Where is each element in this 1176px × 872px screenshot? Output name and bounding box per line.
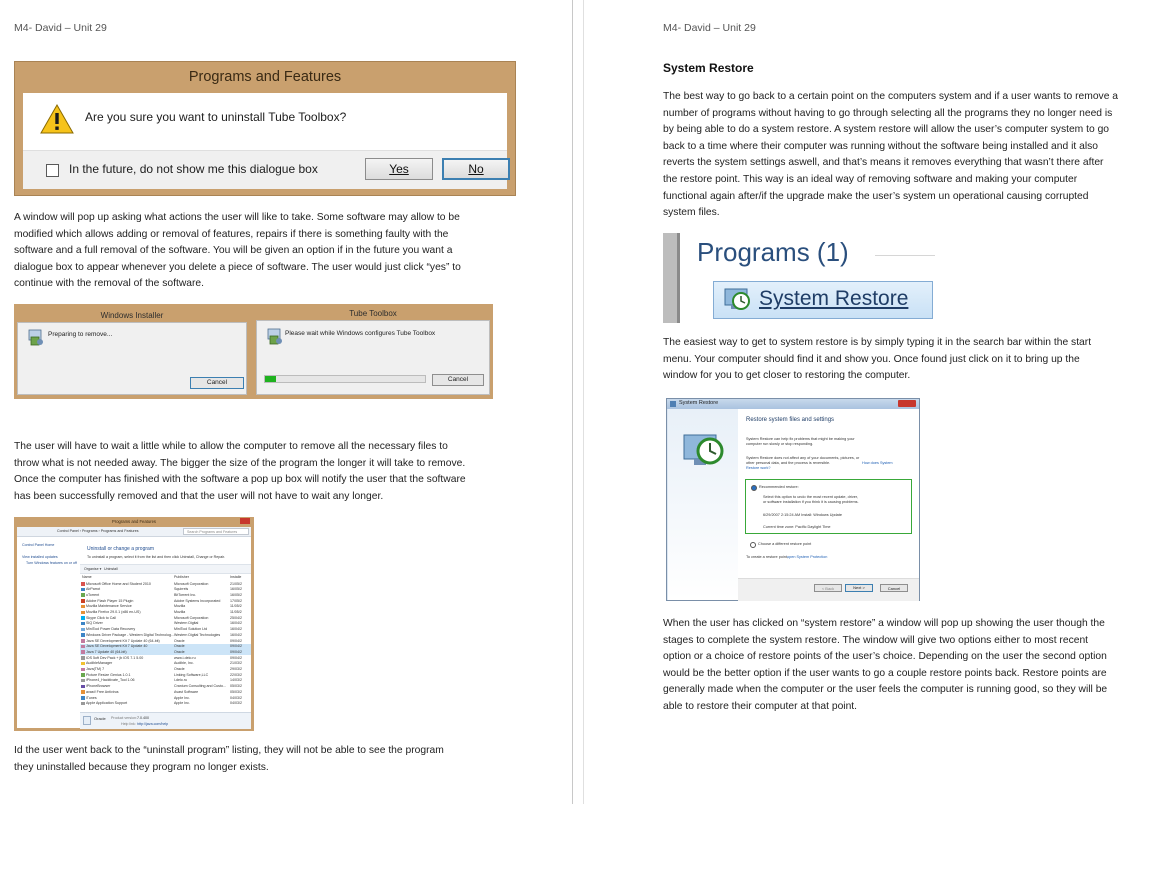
pfs-list [80,574,251,711]
table-cell: Apple Application Support [86,701,128,706]
close-icon[interactable] [898,400,916,407]
table-cell: SIQ Driver [86,621,103,626]
pfs-details-help[interactable]: http://java.com/help [137,722,169,726]
text-line: The easiest way to get to system restore is by simply typing it in the search bar within the start [663,337,1092,348]
table-cell: 21/05/2 [230,581,242,586]
table-cell: Mozilla [174,610,186,615]
left-paragraph-2 [14,439,466,505]
pfs-address-bar [17,527,251,537]
search-group-label: Programs (1) [697,237,849,267]
table-cell: 09/04/2 [230,655,242,660]
program-icon [81,645,85,649]
text-line: The best way to go back to a certain point on the computers system and if a user wants to remove a [663,91,1119,102]
text-line: reverts the system settings aswell, and that’s means it removes everything that wasn’t there after [663,157,1104,169]
table-cell: 04/03/2 [230,695,242,700]
sr-cancel-button[interactable]: Cancel [880,584,908,592]
text-line: The user will have to wait a little while to allow the computer to remove all the necessary files to [14,441,448,452]
yes-button[interactable] [365,158,433,180]
installer-icon [27,329,45,347]
sr-titlebar [667,399,919,409]
sr-title: System Restore [679,400,719,406]
text-line: would be the better option if the user wants to go a couple restore points back. Restore points are [663,667,1107,679]
table-cell: Windows Driver Package - Western Digital Technolog... [86,632,174,637]
sr-help-link[interactable]: How does System [862,461,893,465]
table-row[interactable] [80,701,251,707]
program-icon [81,639,85,643]
table-cell: Oracle [174,667,185,672]
pfs-search-placeholder: Search Programs and Features [187,529,238,534]
program-icon [81,702,85,706]
program-icon [81,616,85,620]
left-paragraph-1 [14,210,461,293]
table-cell: 16/04/2 [230,627,242,632]
text-line: generally made when the computer or the user feels the computer is running good, so they will be [663,684,1108,696]
table-cell: www.i-delo.ru [174,655,196,660]
table-cell: Microsoft Office Home and Student 2010 [86,581,151,586]
table-cell: iPhone4_Hacktivate_Tool 1.06 [86,678,135,683]
table-cell: MiniTool Power Data Recovery [86,627,136,632]
text-line: window for you to get closer to restoring the computer. [663,370,911,382]
pfs-side-item[interactable]: View installed updates [22,555,58,559]
table-cell: Audible, Inc. [174,661,194,666]
installer-status-text: Preparing to remove... [48,331,113,338]
table-cell: Linking Software,LLC [174,672,209,677]
pfs-subheading: To uninstall a program, select it from the list and then click Uninstall, Change or Repair. [87,555,226,559]
sr-timezone: Current time zone: Pacific Daylight Time [763,525,831,529]
table-cell: Apple Inc. [174,695,190,700]
table-cell: 09/04/2 [230,644,242,649]
program-icon [81,668,85,672]
table-cell: 16/04/2 [230,621,242,626]
right-paragraph-3 [663,616,1107,716]
sr-p1-line: System Restore can help fix problems that might be making your [746,437,855,441]
table-cell: Picture Resize Genius 1.0.1 [86,672,131,677]
text-line: functional again after/if the upgrade make the user’s system un operational causing corrupted [663,190,1089,202]
text-line: modified which allows adding or removal of features, repairs if there is something faulty with the [14,228,449,240]
table-cell: MiniTool Solution Ltd [174,627,208,632]
dont-show-label: In the future, do not show me this dialogue box [69,162,318,176]
pfs-address: Control Panel › Programs › Programs and Features [57,529,139,533]
text-line: throw what is not needed away. The bigger the size of the program the longer it will take to remove. [14,457,466,469]
pfs-details-pane [80,712,251,729]
table-cell: 04/03/2 [230,701,242,706]
start-search-result-screenshot [663,233,935,323]
pfs-uninstall-button[interactable]: Uninstall [104,567,118,571]
sr-create-link[interactable]: open System Protection [787,555,828,559]
sr-next-button[interactable]: Next > [845,584,873,592]
program-icon [81,662,85,666]
text-line: menu. Your computer should find it and show you. Once found just click on it to bring up the [663,353,1080,365]
text-line: A window will pop up asking what actions the user will like to take. Some software may allow to be [14,212,460,223]
dont-show-checkbox[interactable] [46,164,59,177]
dialog-title: Programs and Features [188,69,342,85]
left-paragraph-3 [14,743,444,776]
table-cell: 22/03/2 [230,672,242,677]
text-line: they uninstalled because they program no longer exists. [14,761,269,773]
pfs-side-item[interactable]: Control Panel Home [22,543,55,547]
program-icon [81,611,85,615]
program-icon [81,582,85,586]
sr-p2-line: other personal data, and the process is reversible. [746,461,831,465]
table-cell: Skype Click to Call [86,615,116,620]
progress-fill [265,376,276,382]
table-cell: Adobe Systems Incorporated [174,598,221,603]
table-cell: Squirrels [174,587,189,592]
pfs-details-help-label: Help link: [121,722,136,726]
page-divider [572,0,573,804]
sr-recommended-box [745,479,912,534]
table-cell: avast! Free Antivirus [86,689,119,694]
table-cell: 14/03/2 [230,678,242,683]
sr-button-bar [738,578,919,601]
sr-help-link[interactable]: Restore work? [746,466,771,470]
table-cell: Cranium Consulting and Custo... [174,684,226,689]
text-line: the restore point. This way is an ideal way of removing software and making your computer [663,173,1078,185]
table-cell: Oracle [174,644,185,649]
pfs-col-installed[interactable]: Installe [230,575,242,579]
table-cell: Java SE Development Kit 7 Update 40 [86,644,148,649]
table-cell: AudibleManager [86,661,113,666]
java-icon [83,716,91,725]
close-icon [240,518,250,524]
table-cell: AirParrot [86,587,101,592]
table-cell: Mozilla Maintenance Service [86,604,132,609]
pfs-details-name: Oracle [94,716,106,721]
text-line: When the user has clicked on “system restore” a window will pop up showing the user though the [663,618,1105,629]
no-button[interactable] [442,158,510,180]
program-icon [81,622,85,626]
program-icon [81,599,85,603]
pfs-window [17,527,251,728]
program-icon [81,633,85,637]
program-icon [81,628,85,632]
table-cell: Mozilla Firefox 29.0.1 (x86 en-US) [86,610,141,615]
search-left-bar [663,233,680,323]
program-icon [81,656,85,660]
table-cell: Avast Software [174,689,199,694]
progress-bar [264,375,426,383]
programs-and-features-screenshot [14,517,254,731]
table-cell: 17/05/2 [230,598,242,603]
dialog-question: Are you sure you want to uninstall Tube Toolbox? [85,110,347,124]
left-page-header: M4- David – Unit 29 [14,22,107,34]
system-restore-icon [722,286,752,314]
pfs-col-publisher[interactable]: Publisher [174,575,189,579]
system-restore-window [666,398,920,601]
table-cell: 16/05/2 [230,587,242,592]
sr-title-icon [670,401,676,407]
program-icon [81,696,85,700]
table-cell: Adobe Flash Player 15 Plugin [86,598,134,603]
table-cell: BitTorrent Inc. [174,592,197,597]
no-label: No [468,162,484,176]
table-cell: uTorrent [86,592,100,597]
windows-installer-window [14,304,250,399]
sr-recommended-desc: Select this option to undo the most recent update, driver, [763,495,858,499]
sr-p1-line: computer run slowly or stop responding. [746,442,814,446]
program-icon [81,588,85,592]
table-cell: iOS 5oft Dev Pack + jb iOS 7.1 5.00 [86,655,144,660]
sr-create-text: To create a restore point, [746,555,788,559]
sr-restore-point: 6/29/2007 2:15:24 AM Install: Windows Update [763,513,842,517]
tube-toolbox-status-text: Please wait while Windows configures Tube Toolbox [285,330,436,337]
program-icon [81,650,85,654]
sr-choose-label: Choose a different restore point [758,542,812,546]
sr-heading: Restore system files and settings [746,417,835,423]
uninstall-confirm-dialog [14,61,516,196]
table-cell: 16/05/2 [230,592,242,597]
pfs-details-version-label: Product version: [111,716,137,720]
program-icon [81,593,85,597]
text-line: back to a time where their computer was running without the software being installed and it also [663,140,1098,152]
dialog-body [23,93,507,150]
installer-icon [266,328,284,346]
table-cell: i-delo.ru [174,678,187,683]
dialog-footer [23,150,507,189]
pfs-sidebar [17,537,80,728]
text-line: has been successfully removed and that the user will not have to wait any longer. [14,490,384,502]
system-restore-icon [680,429,728,473]
tube-toolbox-body [256,320,490,395]
pfs-details-version: 7.0.400 [137,716,149,720]
text-line: continue with the removal of the software. [14,278,205,290]
table-cell: Oracle [174,649,185,654]
choose-different-radio[interactable] [750,542,756,548]
program-icon [81,679,85,683]
table-cell: 05/03/2 [230,689,242,694]
program-icon [81,673,85,677]
window-controls [228,518,250,524]
table-cell: Java SE Development Kit 7 Update 40 (64-bit) [86,638,160,643]
pfs-title: Programs and Features [112,519,156,524]
pfs-heading: Uninstall or change a program [87,546,154,552]
yes-label: Yes [389,162,409,176]
table-cell: Western Digital [174,621,199,626]
table-cell: Java(TM) 7 [86,667,105,672]
table-cell: 21/03/2 [230,661,242,666]
warning-icon [40,104,74,134]
sr-recommended-desc: or software installation if you think it is causing problems. [763,500,859,504]
sr-p2-line: System Restore does not affect any of your documents, pictures, or [746,456,860,460]
search-result-label: System Restore [759,287,909,310]
pfs-search-box[interactable] [183,528,249,535]
table-cell: 11/05/2 [230,604,242,609]
text-line: stages to complete the system restore. The window will give two options either to most recent [663,634,1089,646]
pfs-toolbar [80,564,251,574]
page-divider-shadow [583,0,584,804]
table-cell: Java 7 Update 40 (64-bit) [86,649,127,654]
text-line: dialogue box to appear whenever you delete a piece of software. The user would just click “yes” to [14,261,461,273]
sr-recommended-label: Recommended restore: [759,485,799,489]
tube-toolbox-window [253,304,493,399]
table-cell: 05/03/2 [230,684,242,689]
section-heading: System Restore [663,61,754,75]
program-icon [81,690,85,694]
sr-back-button[interactable]: < Back [814,584,842,592]
text-line: number of programs without having to go through selecting all the programs they no longer need is [663,107,1113,119]
table-cell: 09/04/2 [230,649,242,654]
table-cell: Oracle [174,638,185,643]
program-icon [81,685,85,689]
table-cell: 16/04/2 [230,632,242,637]
text-line: Once the computer has finished with the software a pop up box will notify the user that the software [14,474,466,486]
sr-left-panel [668,409,738,600]
table-cell: 09/04/2 [230,638,242,643]
tube-toolbox-cancel-button[interactable]: Cancel [432,374,484,386]
windows-installer-title: Windows Installer [100,311,164,320]
pfs-col-name[interactable]: Name [82,575,92,579]
table-cell: Microsoft Corporation [174,615,209,620]
table-cell: iPhoneBrowser [86,684,111,689]
search-result-item[interactable] [713,281,933,319]
text-line: Id the user went back to the “uninstall program” listing, they will not be able to see the program [14,745,444,756]
text-line: software and a full removal of the software. You will be given an option if in the future you want a [14,245,453,257]
table-cell: Mozilla [174,604,186,609]
text-line: system files. [663,207,720,219]
pfs-side-item[interactable]: Turn Windows features on or off [26,561,77,565]
table-cell: iTunes [86,695,97,700]
installer-cancel-button[interactable]: Cancel [190,377,244,389]
recommended-radio[interactable] [751,485,757,491]
right-paragraph-1 [663,89,1118,222]
text-line: by being able to do a system restore. A system restore will allow the user’s computer system to go [663,124,1110,136]
table-cell: Western Digital Technologies [174,632,221,637]
pfs-organise-button[interactable]: Organise ▾ [84,567,102,571]
tube-toolbox-title: Tube Toolbox [349,309,397,318]
text-line: option or a choice of restore points of the user’s choice. Depending on the user the second option [663,651,1107,663]
program-icon [81,605,85,609]
right-paragraph-2 [663,335,1091,385]
search-group-rule [875,255,935,256]
sr-content [738,409,919,578]
table-cell: Microsoft Corporation [174,581,209,586]
text-line: able to restore their computer at that point. [663,700,858,712]
right-page-header: M4- David – Unit 29 [663,22,756,34]
table-cell: 29/03/2 [230,667,242,672]
table-cell: 11/05/2 [230,610,242,615]
windows-installer-body [17,322,247,395]
table-cell: 25/04/2 [230,615,242,620]
table-cell: Apple Inc. [174,701,190,706]
uninstall-progress-screenshot [14,304,493,399]
